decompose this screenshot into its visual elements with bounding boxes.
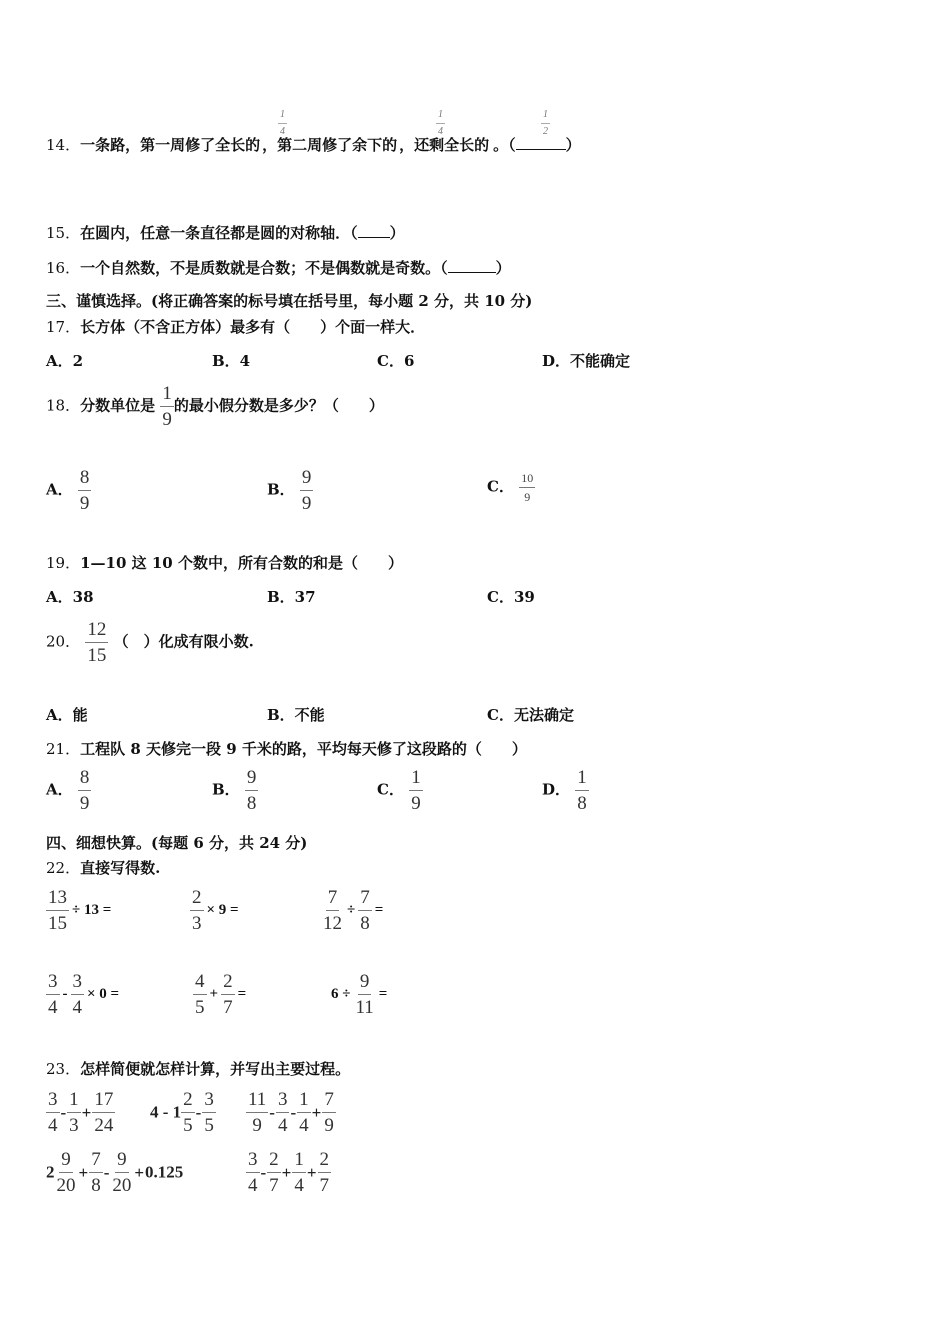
option-a[interactable]: A．2 xyxy=(46,352,84,370)
fraction: $\frac{3}{4}$ xyxy=(277,1089,288,1136)
operator: ÷ xyxy=(347,902,356,918)
question-20 xyxy=(46,620,254,665)
expression-rest: × 9 = xyxy=(206,902,239,918)
decimal-term: 0.125 xyxy=(145,1162,184,1182)
expression xyxy=(46,888,114,933)
operator: + xyxy=(209,986,219,1002)
option-b[interactable] xyxy=(267,468,313,513)
question-number: 14． xyxy=(46,136,81,154)
option-a[interactable] xyxy=(46,468,91,513)
fraction: $\frac{2}{7}$ xyxy=(269,1149,279,1196)
expression xyxy=(190,888,242,933)
fraction: $\frac{7}{9}$ xyxy=(324,1089,334,1136)
option-b[interactable]: B．不能 xyxy=(267,706,325,724)
option-label: B． xyxy=(212,780,240,799)
question-text: ，第二周修了余下的 xyxy=(262,136,398,154)
operator: - xyxy=(62,986,68,1002)
question-number: 15． xyxy=(46,224,81,242)
paren-close: ） xyxy=(389,224,405,242)
question-text: 工程队 8 天修完一段 9 千米的路，平均每天修了这段路的（ ） xyxy=(80,740,527,758)
fraction: $\frac{9}{11}$ xyxy=(355,971,374,1018)
fraction: $\frac{11}{9}$ xyxy=(248,1089,267,1136)
fraction: $\frac{2}{5}$ xyxy=(183,1089,193,1136)
question-text: 一个自然数，不是质数就是合数；不是偶数就是奇数。（ xyxy=(80,259,448,277)
question-text: ） xyxy=(565,136,581,154)
option-a[interactable]: A．能 xyxy=(46,706,88,724)
question-23 xyxy=(46,1058,350,1079)
section-heading: 四、细想快算。(每题 6 分，共 24 分) xyxy=(46,834,308,852)
expression xyxy=(246,1090,336,1135)
answer-blank[interactable] xyxy=(448,260,496,273)
fraction: $\frac{4}{5}$ xyxy=(195,971,205,1018)
question-number: 21． xyxy=(46,740,81,758)
fraction: $\frac{10}{9}$ xyxy=(521,471,534,504)
fraction: $\frac{13}{15}$ xyxy=(48,887,67,934)
operator: + xyxy=(306,1162,317,1182)
option-a[interactable]: A．38 xyxy=(46,588,94,606)
fraction: $\frac{2}{7}$ xyxy=(223,971,233,1018)
option-c[interactable]: C．39 xyxy=(487,588,535,606)
expression-rest: × 0 = xyxy=(87,986,120,1002)
paren-close: ） xyxy=(495,259,511,277)
fraction: $\frac{2}{7}$ xyxy=(319,1149,330,1196)
expression xyxy=(46,972,122,1017)
fraction: $\frac{1}{4}$ xyxy=(280,109,285,137)
option-label: D． xyxy=(542,780,571,799)
operator: + xyxy=(78,1162,89,1182)
question-text: 一条路，第一周修了全长的 xyxy=(80,136,261,154)
fraction: $\frac{1}{4}$ xyxy=(299,1089,309,1136)
option-label: B． xyxy=(267,480,295,499)
expression xyxy=(328,972,390,1017)
fraction: $\frac{9}{8}$ xyxy=(246,767,257,814)
operator: - xyxy=(269,1102,275,1122)
expression-prefix: 6 ÷ xyxy=(331,986,351,1002)
question-text: 。（ xyxy=(493,136,516,154)
question-19 xyxy=(46,552,403,573)
question-text: 分数单位是 xyxy=(80,396,156,415)
fraction: $\frac{1}{4}$ xyxy=(438,109,443,137)
operator: - xyxy=(260,1162,267,1182)
question-text: 长方体（不含正方体）最多有（ ）个面一样大． xyxy=(80,318,426,336)
operator: - xyxy=(60,1102,67,1122)
expression-rest: = xyxy=(374,902,384,918)
fraction: $\frac{1}{3}$ xyxy=(69,1089,79,1136)
option-c[interactable]: C．6 xyxy=(377,352,415,370)
fraction: $\frac{2}{3}$ xyxy=(192,887,202,934)
option-d[interactable] xyxy=(542,768,589,813)
question-16 xyxy=(46,257,511,278)
fraction: $\frac{9}{20}$ xyxy=(112,1149,132,1196)
option-label: C． xyxy=(377,780,404,799)
fraction: $\frac{7}{12}$ xyxy=(323,887,342,934)
operator: + xyxy=(81,1102,92,1122)
expression-rest: ÷ 13 = xyxy=(72,902,112,918)
fraction: $\frac{7}{8}$ xyxy=(360,887,370,934)
section-heading: 三、谨慎选择。(将正确答案的标号填在括号里，每小题 2 分，共 10 分) xyxy=(46,292,533,310)
question-18 xyxy=(46,384,384,429)
question-17 xyxy=(46,316,425,337)
option-b[interactable]: B．4 xyxy=(212,352,251,370)
answer-blank[interactable] xyxy=(516,137,566,150)
question-text: 在圆内，任意一条直径都是圆的对称轴．（ xyxy=(80,224,358,242)
fraction: $\frac{9}{9}$ xyxy=(301,467,312,514)
operator: + xyxy=(311,1102,322,1122)
option-a[interactable] xyxy=(46,768,91,813)
fraction: $\frac{1}{9}$ xyxy=(162,383,172,430)
question-14 xyxy=(46,134,581,155)
option-b[interactable] xyxy=(212,768,258,813)
question-text: 直接写得数. xyxy=(80,859,161,877)
fraction: $\frac{3}{4}$ xyxy=(48,971,58,1018)
fraction: $\frac{3}{4}$ xyxy=(72,971,82,1018)
fraction: $\frac{8}{9}$ xyxy=(79,767,90,814)
operator: - xyxy=(103,1162,110,1182)
question-text: ，还剩全长的 xyxy=(399,136,490,154)
expression xyxy=(321,888,386,933)
operator: - xyxy=(195,1102,202,1122)
expression-prefix: 4 - 1 xyxy=(150,1102,182,1122)
option-c[interactable] xyxy=(487,472,535,503)
question-number: 18． xyxy=(46,396,81,415)
fraction: $\frac{1}{9}$ xyxy=(411,767,421,814)
expression-rest: = xyxy=(237,986,247,1002)
fraction: $\frac{3}{5}$ xyxy=(204,1089,214,1136)
operator: + xyxy=(281,1162,292,1182)
expression xyxy=(46,1090,115,1135)
expression xyxy=(150,1090,216,1135)
question-number: 17． xyxy=(46,318,81,336)
option-label: A． xyxy=(46,480,73,499)
question-text: （ ）化成有限小数. xyxy=(113,632,254,651)
fraction: $\frac{7}{8}$ xyxy=(91,1149,101,1196)
operator: + xyxy=(134,1162,145,1182)
question-number: 22． xyxy=(46,859,81,877)
question-number: 19． xyxy=(46,554,81,572)
question-text: 怎样简便就怎样计算，并写出主要过程。 xyxy=(80,1060,351,1078)
question-text: 的最小假分数是多少？（ ） xyxy=(173,396,384,415)
expression xyxy=(246,1150,331,1195)
question-15 xyxy=(46,222,405,243)
option-c[interactable] xyxy=(377,768,423,813)
fraction: $\frac{3}{4}$ xyxy=(48,1089,58,1136)
option-label: A． xyxy=(46,780,73,799)
question-22 xyxy=(46,857,160,878)
fraction: $\frac{1}{2}$ xyxy=(543,109,548,137)
operator: - xyxy=(290,1102,297,1122)
expression-rest: = xyxy=(378,986,388,1002)
fraction: $\frac{1}{8}$ xyxy=(577,767,587,814)
question-number: 16． xyxy=(46,259,81,277)
expression-prefix: 2 xyxy=(46,1162,55,1182)
question-number: 23． xyxy=(46,1060,81,1078)
option-label: C． xyxy=(487,477,514,496)
fraction: $\frac{17}{24}$ xyxy=(94,1089,114,1136)
expression xyxy=(46,1150,183,1195)
option-d[interactable]: D．不能确定 xyxy=(542,352,631,370)
expression xyxy=(193,972,249,1017)
fraction: $\frac{1}{4}$ xyxy=(294,1149,304,1196)
answer-blank[interactable] xyxy=(358,225,390,238)
fraction: $\frac{9}{20}$ xyxy=(56,1149,76,1196)
question-number: 20． xyxy=(46,632,81,651)
fraction: $\frac{3}{4}$ xyxy=(248,1149,258,1196)
option-c[interactable]: C．无法确定 xyxy=(487,706,574,724)
question-text: 1—10 这 10 个数中，所有合数的和是（ ） xyxy=(80,554,403,572)
fraction: $\frac{12}{15}$ xyxy=(87,619,107,666)
option-b[interactable]: B．37 xyxy=(267,588,316,606)
fraction: $\frac{8}{9}$ xyxy=(79,467,90,514)
question-21 xyxy=(46,738,527,759)
